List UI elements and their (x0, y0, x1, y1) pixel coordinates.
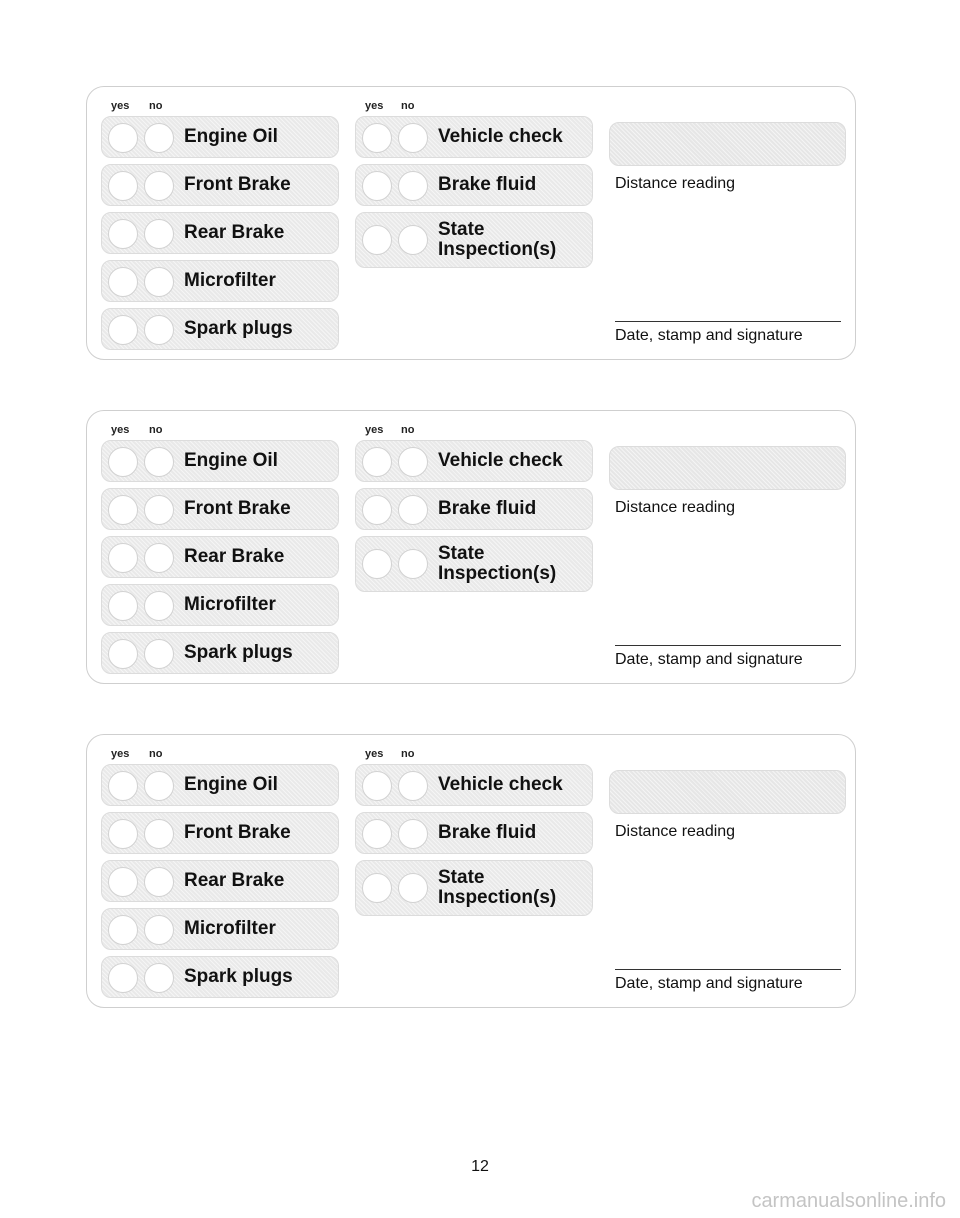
yes-checkbox[interactable] (108, 915, 138, 945)
service-item-engine-oil (101, 116, 339, 158)
service-record-card-1 (86, 86, 856, 360)
no-checkbox[interactable] (398, 549, 428, 579)
yes-checkbox[interactable] (108, 591, 138, 621)
service-item-front-brake (101, 164, 339, 206)
no-checkbox[interactable] (144, 543, 174, 573)
distance-reading-label: Distance reading (615, 499, 736, 516)
service-item-label: Front Brake (184, 498, 291, 519)
service-item-label: Vehicle check (438, 450, 563, 471)
service-item-rear-brake (101, 860, 339, 902)
service-item-vehicle-check (355, 116, 593, 158)
signature-line[interactable] (615, 321, 841, 322)
service-item-label: Spark plugs (184, 966, 293, 987)
service-item-spark-plugs (101, 632, 339, 674)
service-item-vehicle-check (355, 440, 593, 482)
no-checkbox[interactable] (398, 495, 428, 525)
signature-label: Date, stamp and signature (615, 327, 803, 344)
service-item-state-inspection (355, 536, 593, 592)
distance-reading-field[interactable] (609, 446, 846, 490)
no-checkbox[interactable] (144, 447, 174, 477)
service-item-label: Rear Brake (184, 546, 285, 567)
signature-line[interactable] (615, 645, 841, 646)
yes-checkbox[interactable] (362, 123, 392, 153)
yes-checkbox[interactable] (108, 963, 138, 993)
no-checkbox[interactable] (398, 447, 428, 477)
service-item-microfilter (101, 584, 339, 626)
service-item-brake-fluid (355, 164, 593, 206)
service-item-microfilter (101, 908, 339, 950)
service-item-label: Brake fluid (438, 822, 537, 843)
yes-checkbox[interactable] (362, 225, 392, 255)
yes-checkbox[interactable] (108, 867, 138, 897)
yes-checkbox[interactable] (108, 639, 138, 669)
service-item-spark-plugs (101, 308, 339, 350)
yes-checkbox[interactable] (108, 543, 138, 573)
service-item-label: Engine Oil (184, 126, 278, 147)
service-item-label: Microfilter (184, 270, 276, 291)
no-header: no (401, 100, 415, 112)
signature-line[interactable] (615, 969, 841, 970)
yes-header: yes (111, 100, 130, 112)
yes-header: yes (111, 424, 130, 436)
service-item-label: Vehicle check (438, 774, 563, 795)
service-item-label: Brake fluid (438, 174, 537, 195)
service-item-label: Front Brake (184, 822, 291, 843)
yes-checkbox[interactable] (362, 771, 392, 801)
no-checkbox[interactable] (144, 123, 174, 153)
service-item-front-brake (101, 488, 339, 530)
service-item-label: Spark plugs (184, 318, 293, 339)
no-checkbox[interactable] (398, 819, 428, 849)
no-checkbox[interactable] (144, 171, 174, 201)
no-checkbox[interactable] (144, 963, 174, 993)
yes-checkbox[interactable] (108, 123, 138, 153)
no-checkbox[interactable] (144, 639, 174, 669)
watermark: carmanualsonline.info (751, 1190, 946, 1212)
yes-checkbox[interactable] (108, 219, 138, 249)
service-item-state-inspection (355, 860, 593, 916)
yes-checkbox[interactable] (108, 171, 138, 201)
service-item-microfilter (101, 260, 339, 302)
service-item-label: Vehicle check (438, 126, 563, 147)
yes-checkbox[interactable] (108, 495, 138, 525)
service-item-label: State Inspection(s) (438, 219, 557, 260)
distance-reading-field[interactable] (609, 122, 846, 166)
service-item-label: Microfilter (184, 918, 276, 939)
yes-checkbox[interactable] (108, 267, 138, 297)
yes-header: yes (365, 424, 384, 436)
yes-checkbox[interactable] (362, 495, 392, 525)
service-item-label: State Inspection(s) (438, 867, 557, 908)
no-checkbox[interactable] (144, 315, 174, 345)
signature-label: Date, stamp and signature (615, 975, 803, 992)
no-header: no (149, 748, 163, 760)
no-checkbox[interactable] (144, 819, 174, 849)
yes-header: yes (111, 748, 130, 760)
service-item-engine-oil (101, 440, 339, 482)
yes-checkbox[interactable] (362, 447, 392, 477)
yes-header: yes (365, 748, 384, 760)
distance-reading-label: Distance reading (615, 175, 736, 192)
no-checkbox[interactable] (398, 225, 428, 255)
service-item-label: Brake fluid (438, 498, 537, 519)
no-checkbox[interactable] (398, 873, 428, 903)
service-record-card-3 (86, 734, 856, 1008)
no-header: no (401, 424, 415, 436)
yes-checkbox[interactable] (362, 171, 392, 201)
service-item-rear-brake (101, 212, 339, 254)
yes-header: yes (365, 100, 384, 112)
service-item-label: State Inspection(s) (438, 543, 557, 584)
yes-checkbox[interactable] (108, 447, 138, 477)
service-item-front-brake (101, 812, 339, 854)
service-item-brake-fluid (355, 488, 593, 530)
service-item-label: Engine Oil (184, 774, 278, 795)
service-record-card-2 (86, 410, 856, 684)
service-item-brake-fluid (355, 812, 593, 854)
signature-label: Date, stamp and signature (615, 651, 803, 668)
service-item-label: Rear Brake (184, 222, 285, 243)
no-checkbox[interactable] (144, 267, 174, 297)
service-item-label: Microfilter (184, 594, 276, 615)
no-checkbox[interactable] (144, 591, 174, 621)
service-item-label: Rear Brake (184, 870, 285, 891)
service-item-label: Spark plugs (184, 642, 293, 663)
no-header: no (401, 748, 415, 760)
yes-checkbox[interactable] (108, 771, 138, 801)
no-checkbox[interactable] (144, 771, 174, 801)
no-checkbox[interactable] (144, 915, 174, 945)
service-item-state-inspection (355, 212, 593, 268)
service-item-label: Engine Oil (184, 450, 278, 471)
no-checkbox[interactable] (144, 495, 174, 525)
no-checkbox[interactable] (144, 219, 174, 249)
service-item-rear-brake (101, 536, 339, 578)
service-item-vehicle-check (355, 764, 593, 806)
yes-checkbox[interactable] (108, 315, 138, 345)
no-checkbox[interactable] (398, 171, 428, 201)
yes-checkbox[interactable] (362, 873, 392, 903)
no-checkbox[interactable] (144, 867, 174, 897)
no-checkbox[interactable] (398, 123, 428, 153)
yes-checkbox[interactable] (362, 819, 392, 849)
distance-reading-field[interactable] (609, 770, 846, 814)
service-item-engine-oil (101, 764, 339, 806)
distance-reading-label: Distance reading (615, 823, 736, 840)
yes-checkbox[interactable] (362, 549, 392, 579)
no-header: no (149, 100, 163, 112)
no-header: no (149, 424, 163, 436)
no-checkbox[interactable] (398, 771, 428, 801)
yes-checkbox[interactable] (108, 819, 138, 849)
service-item-spark-plugs (101, 956, 339, 998)
service-item-label: Front Brake (184, 174, 291, 195)
page-number: 12 (471, 1158, 489, 1175)
